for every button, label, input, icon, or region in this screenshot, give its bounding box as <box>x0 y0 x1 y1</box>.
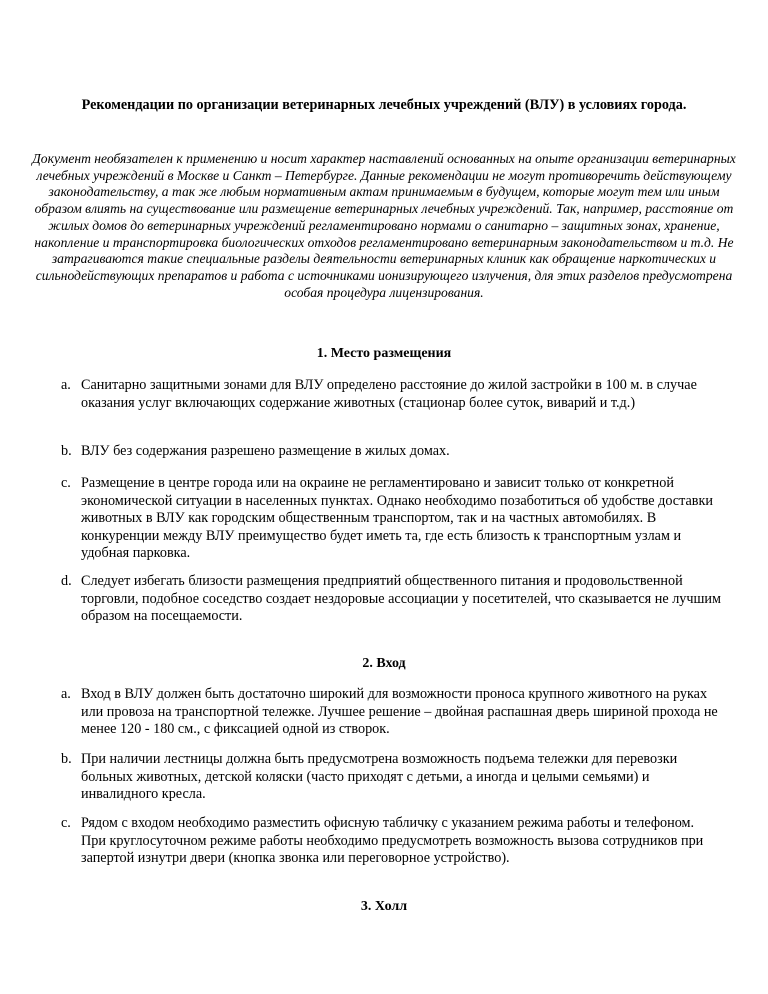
list-marker: b. <box>61 751 72 767</box>
document-title: Рекомендации по организации ветеринарных лечебных учреждений (ВЛУ) в условиях города. <box>81 97 687 113</box>
list-marker: a. <box>61 377 71 393</box>
section-heading-3: 3. Холл <box>360 899 408 914</box>
list-item-text: Вход в ВЛУ должен быть достаточно широкий для возможности проноса крупного животного на руках или провоза на транспортной тележке. Лучшее решение – двойная распашная дверь шириной прохода не менее 120 - 180 см., с фиксацией одной из створок. <box>81 686 718 737</box>
list-marker: b. <box>61 443 72 459</box>
list-item-text: Размещение в центре города или на окраине не регламентировано и зависит только от конкретной экономической ситуации в населенных пунктах. Однако необходимо позаботиться об удобстве доставки животных в ВЛУ как городским общественным транспортом, так и на частных автомобилях. В конкуренции между ВЛУ преимущество будет иметь та, где есть близость к транспортным узлам и удобная парковка. <box>81 475 713 561</box>
list-item <box>61 686 721 739</box>
list-item <box>61 815 721 868</box>
list-item-text: При наличии лестницы должна быть предусмотрена возможность подъема тележки для перевозки больных животных, детской коляски (часто приходят с детьми, а иногда и целыми семьями) и инвалидного кресла. <box>81 751 678 802</box>
list-marker: d. <box>61 573 72 589</box>
list-item <box>61 751 721 804</box>
list-marker: c. <box>61 815 71 831</box>
list-item-text: Следует избегать близости размещения предприятий общественного питания и продовольственной торговли, подобное соседство создает нездоровые ассоциации у посетителей, что сказывается не лучшим образом на посещаемости. <box>81 573 721 624</box>
list-item-text: ВЛУ без содержания разрешено размещение в жилых домах. <box>81 443 450 459</box>
list-item <box>61 443 721 461</box>
document-intro: Документ необязателен к применению и носит характер наставлений основанных на опыте организации ветеринарных лечебных учреждений в Москве и Санкт – Петербурге. Данные рекомендации не могут противоречить действующему законодательству, а так же любым нормативным актам принимаемым в будущем, которые могут тем или иным образом влиять на существование или размещение ветеринарных лечебных учреждений. Так, например, расстояние от жилых домов до ветеринарных учреждений регламентировано нормами о санитарно – защитных зонах, хранение, накопление и транспортировка биологических отходов регламентировано ветеринарным законодательством и т.д. Не затрагиваются такие специальные разделы деятельности ветеринарных клиник как обращение наркотических и сильнодействующих препаратов и работа с источниками ионизирующего излучения, для этих разделов предусмотрена особая процедура лицензирования. <box>32 151 736 300</box>
list-marker: c. <box>61 475 71 491</box>
list-item-text: Санитарно защитными зонами для ВЛУ определено расстояние до жилой застройки в 100 м. в случае оказания услуг включающих содержание животных (стационар более суток, виварий и т.д.) <box>81 377 697 411</box>
list-item <box>61 475 721 563</box>
section-heading-1: 1. Место размещения <box>316 346 452 361</box>
list-item-text: Рядом с входом необходимо разместить офисную табличку с указанием режима работы и телефоном. При круглосуточном режиме работы необходимо предусмотреть возможность вызова сотрудников при запертой изнутри двери (кнопка звонка или переговорное устройство). <box>81 815 704 866</box>
list-item <box>61 573 721 626</box>
list-marker: a. <box>61 686 71 702</box>
list-item <box>61 377 721 412</box>
section-heading-2: 2. Вход <box>362 656 406 671</box>
